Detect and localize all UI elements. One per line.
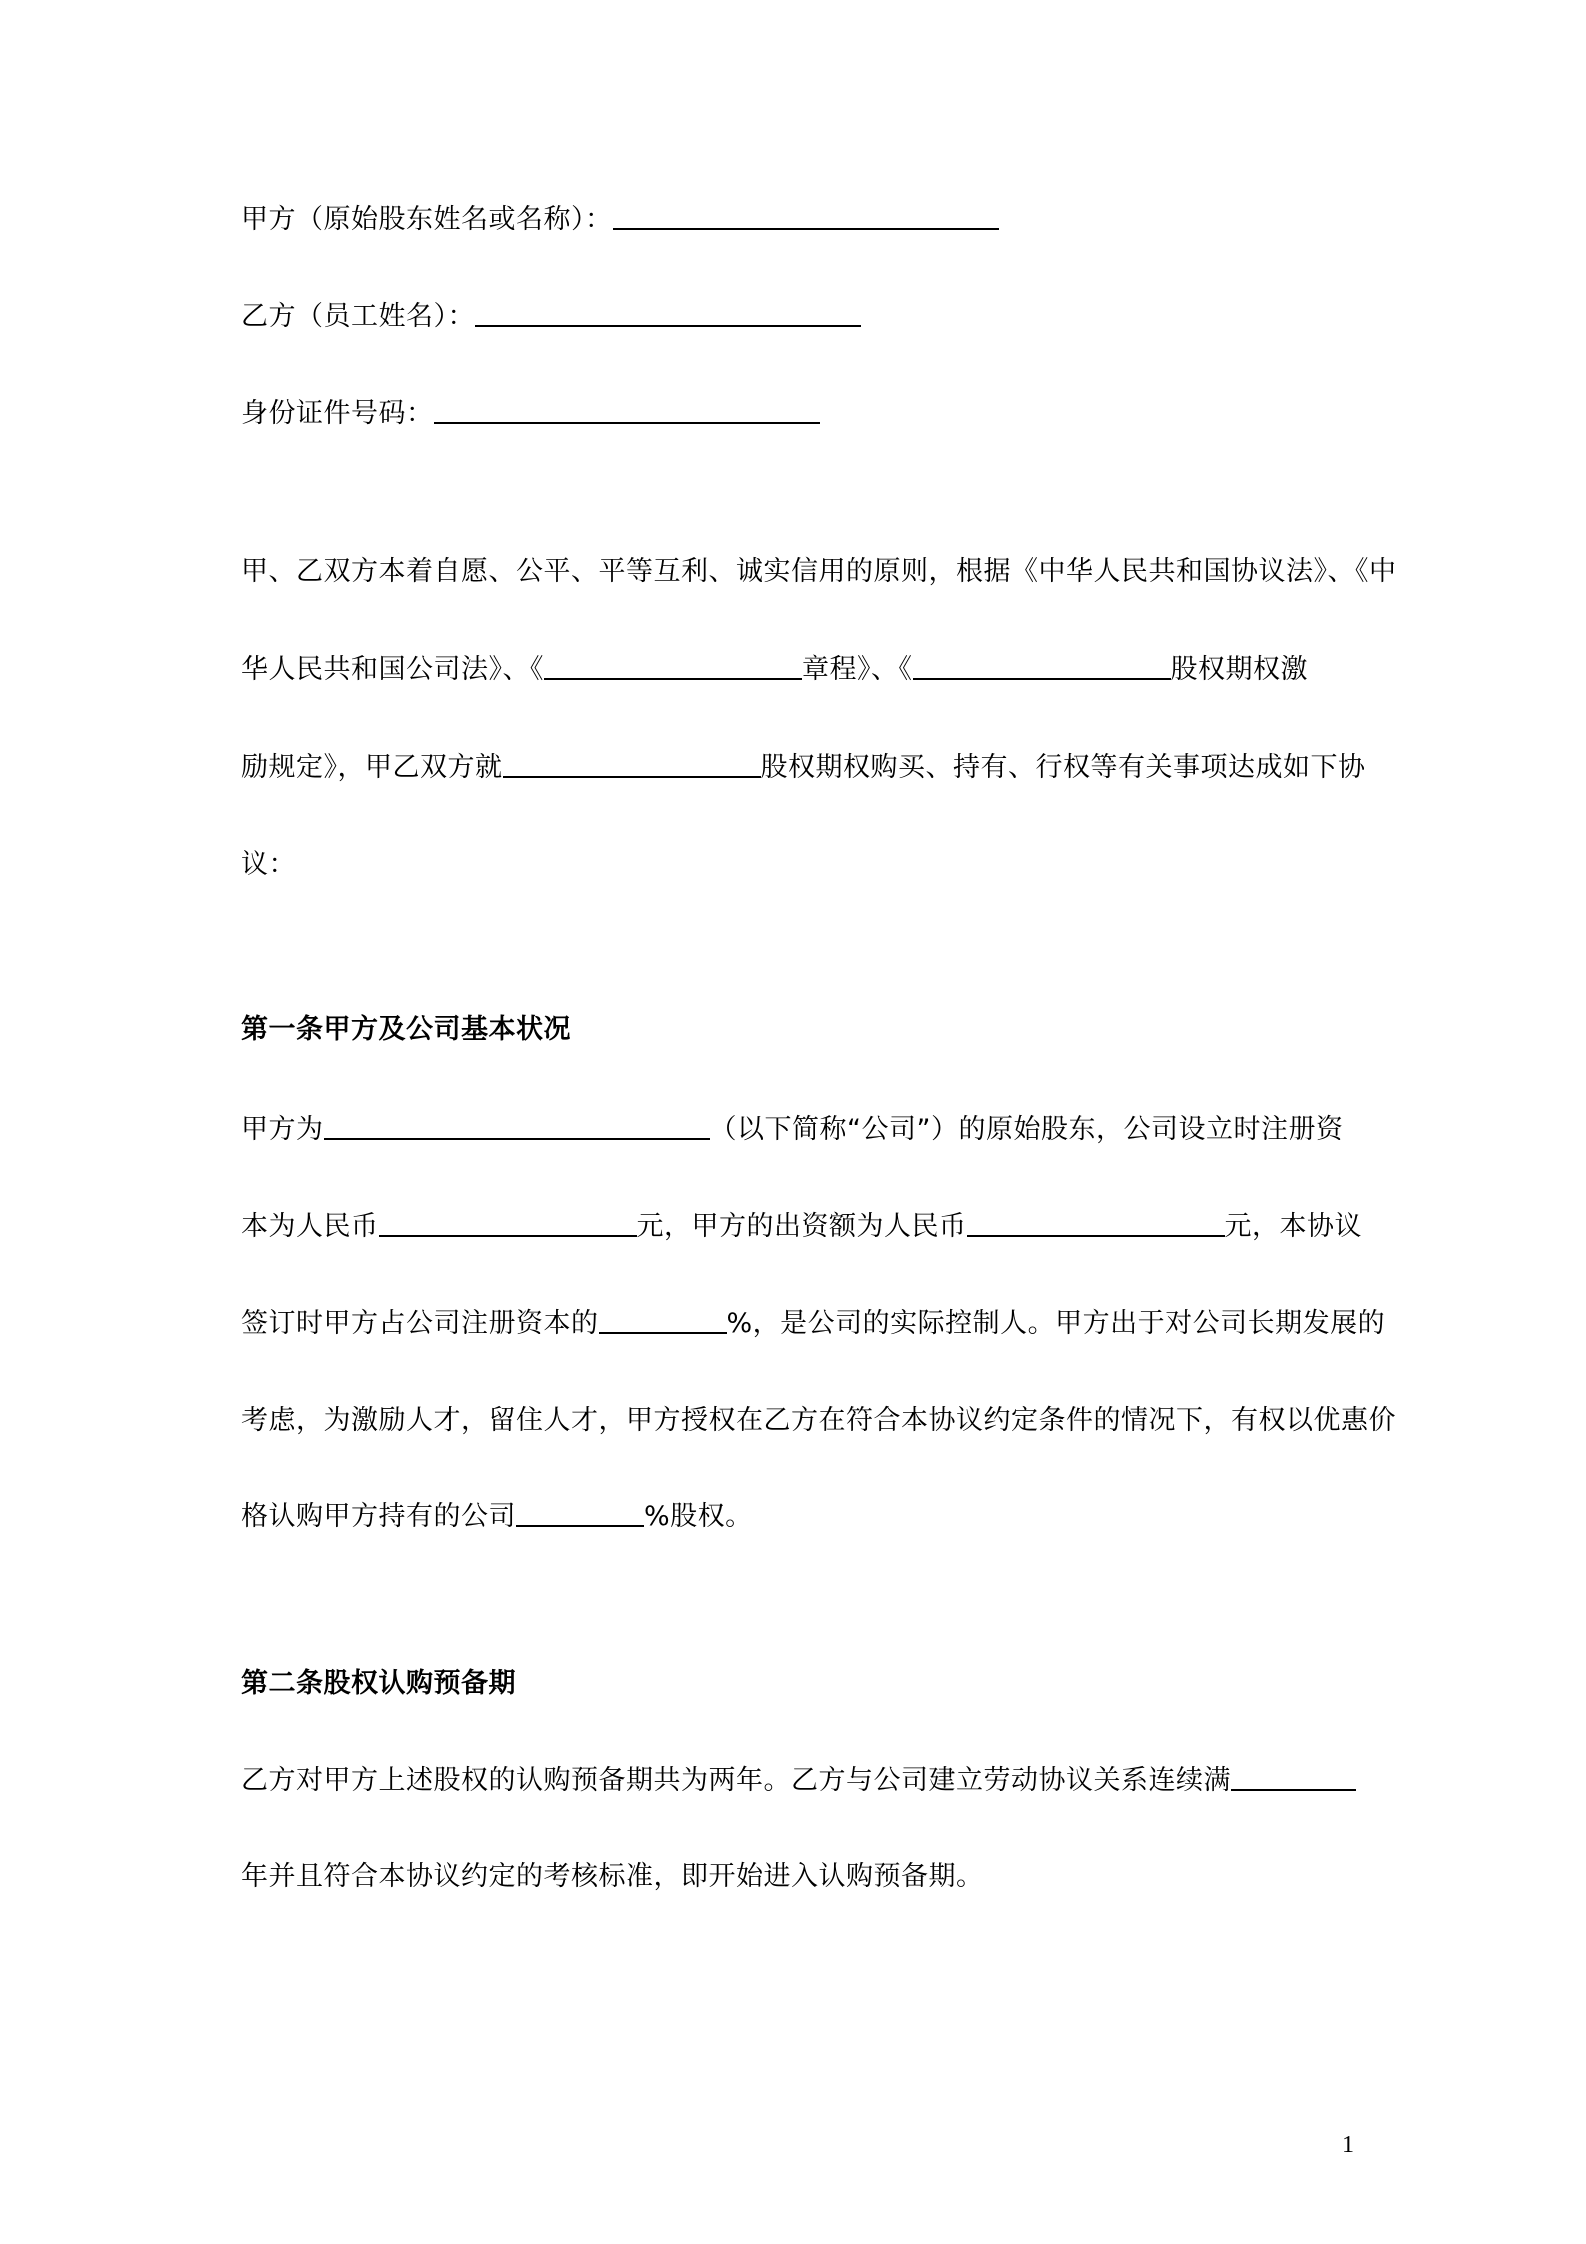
- article-1-text-2c: 元，本协议: [1224, 1211, 1362, 1242]
- preamble-text-3b: 股权期权购买、持有、行权等有关事项达成如下协: [760, 752, 1366, 783]
- party-b-label: 乙方（员工姓名）：: [241, 301, 475, 332]
- preamble-line-4: [241, 845, 1356, 885]
- company-name-blank-1[interactable]: [544, 650, 802, 680]
- party-a-blank[interactable]: [613, 200, 999, 230]
- article-1-line-2: [241, 1207, 1362, 1247]
- preamble-text-2c: 股权期权激: [1170, 654, 1308, 685]
- employment-years-blank[interactable]: [1231, 1761, 1356, 1791]
- id-number-line: [241, 394, 1356, 434]
- party-a-line: [241, 200, 1356, 240]
- article-1-text-3a: 签订时甲方占公司注册资本的: [241, 1308, 599, 1339]
- preamble-text-3a: 励规定》，甲乙双方就: [241, 752, 503, 783]
- preamble-line-1: [241, 552, 1397, 592]
- article-1-title: 第一条甲方及公司基本状况: [241, 1014, 571, 1045]
- article-2-title: 第二条股权认购预备期: [241, 1668, 516, 1699]
- id-number-label: 身份证件号码：: [241, 398, 434, 429]
- article-1-line-3: [241, 1304, 1386, 1344]
- article-1-text-1b: （以下简称“公司”）的原始股东，公司设立时注册资: [709, 1114, 1344, 1145]
- company-full-name-blank[interactable]: [324, 1110, 710, 1140]
- article-1-line-5: [241, 1497, 1356, 1537]
- article-1-text-3b: %，是公司的实际控制人。甲方出于对公司长期发展的: [726, 1308, 1386, 1339]
- preamble-line-3: [241, 748, 1366, 788]
- company-name-blank-3[interactable]: [503, 748, 761, 778]
- article-1-text-2b: 元，甲方的出资额为人民币: [636, 1211, 967, 1242]
- preamble-text-2b: 章程》、《: [802, 654, 913, 685]
- page-number: 1: [1342, 2132, 1354, 2158]
- preamble-line-2: [241, 650, 1356, 690]
- article-2-text-2: 年并且符合本协议约定的考核标准，即开始进入认购预备期。: [241, 1861, 984, 1892]
- id-number-blank[interactable]: [434, 394, 820, 424]
- article-1-line-1: [241, 1110, 1356, 1150]
- article-1-text-5a: 格认购甲方持有的公司: [241, 1501, 516, 1532]
- article-1-text-4: 考虑，为激励人才，留住人才，甲方授权在乙方在符合本协议约定条件的情况下，有权以优惠价: [241, 1405, 1396, 1436]
- article-1-text-2a: 本为人民币: [241, 1211, 379, 1242]
- capital-contribution-blank[interactable]: [967, 1207, 1225, 1237]
- article-2-line-1: [241, 1761, 1356, 1801]
- article-1-text-1a: 甲方为: [241, 1114, 324, 1145]
- preamble-text-1: 甲、乙双方本着自愿、公平、平等互利、诚实信用的原则，根据《中华人民共和国协议法》、《中: [241, 556, 1397, 587]
- registered-capital-blank[interactable]: [379, 1207, 637, 1237]
- article-2-text-1: 乙方对甲方上述股权的认购预备期共为两年。乙方与公司建立劳动协议关系连续满: [241, 1765, 1231, 1796]
- preamble-text-2a: 华人民共和国公司法》、《: [241, 654, 544, 685]
- party-b-line: [241, 297, 1356, 337]
- article-1-line-4: [241, 1401, 1396, 1441]
- party-a-label: 甲方（原始股东姓名或名称）：: [241, 204, 613, 235]
- preamble-text-4: 议：: [241, 849, 296, 880]
- article-1-text-5b: %股权。: [644, 1501, 753, 1532]
- party-b-blank[interactable]: [475, 297, 861, 327]
- option-percent-blank[interactable]: [516, 1497, 644, 1527]
- article-2-line-2: [241, 1857, 1356, 1897]
- ownership-percent-blank[interactable]: [599, 1304, 727, 1334]
- company-name-blank-2[interactable]: [913, 650, 1171, 680]
